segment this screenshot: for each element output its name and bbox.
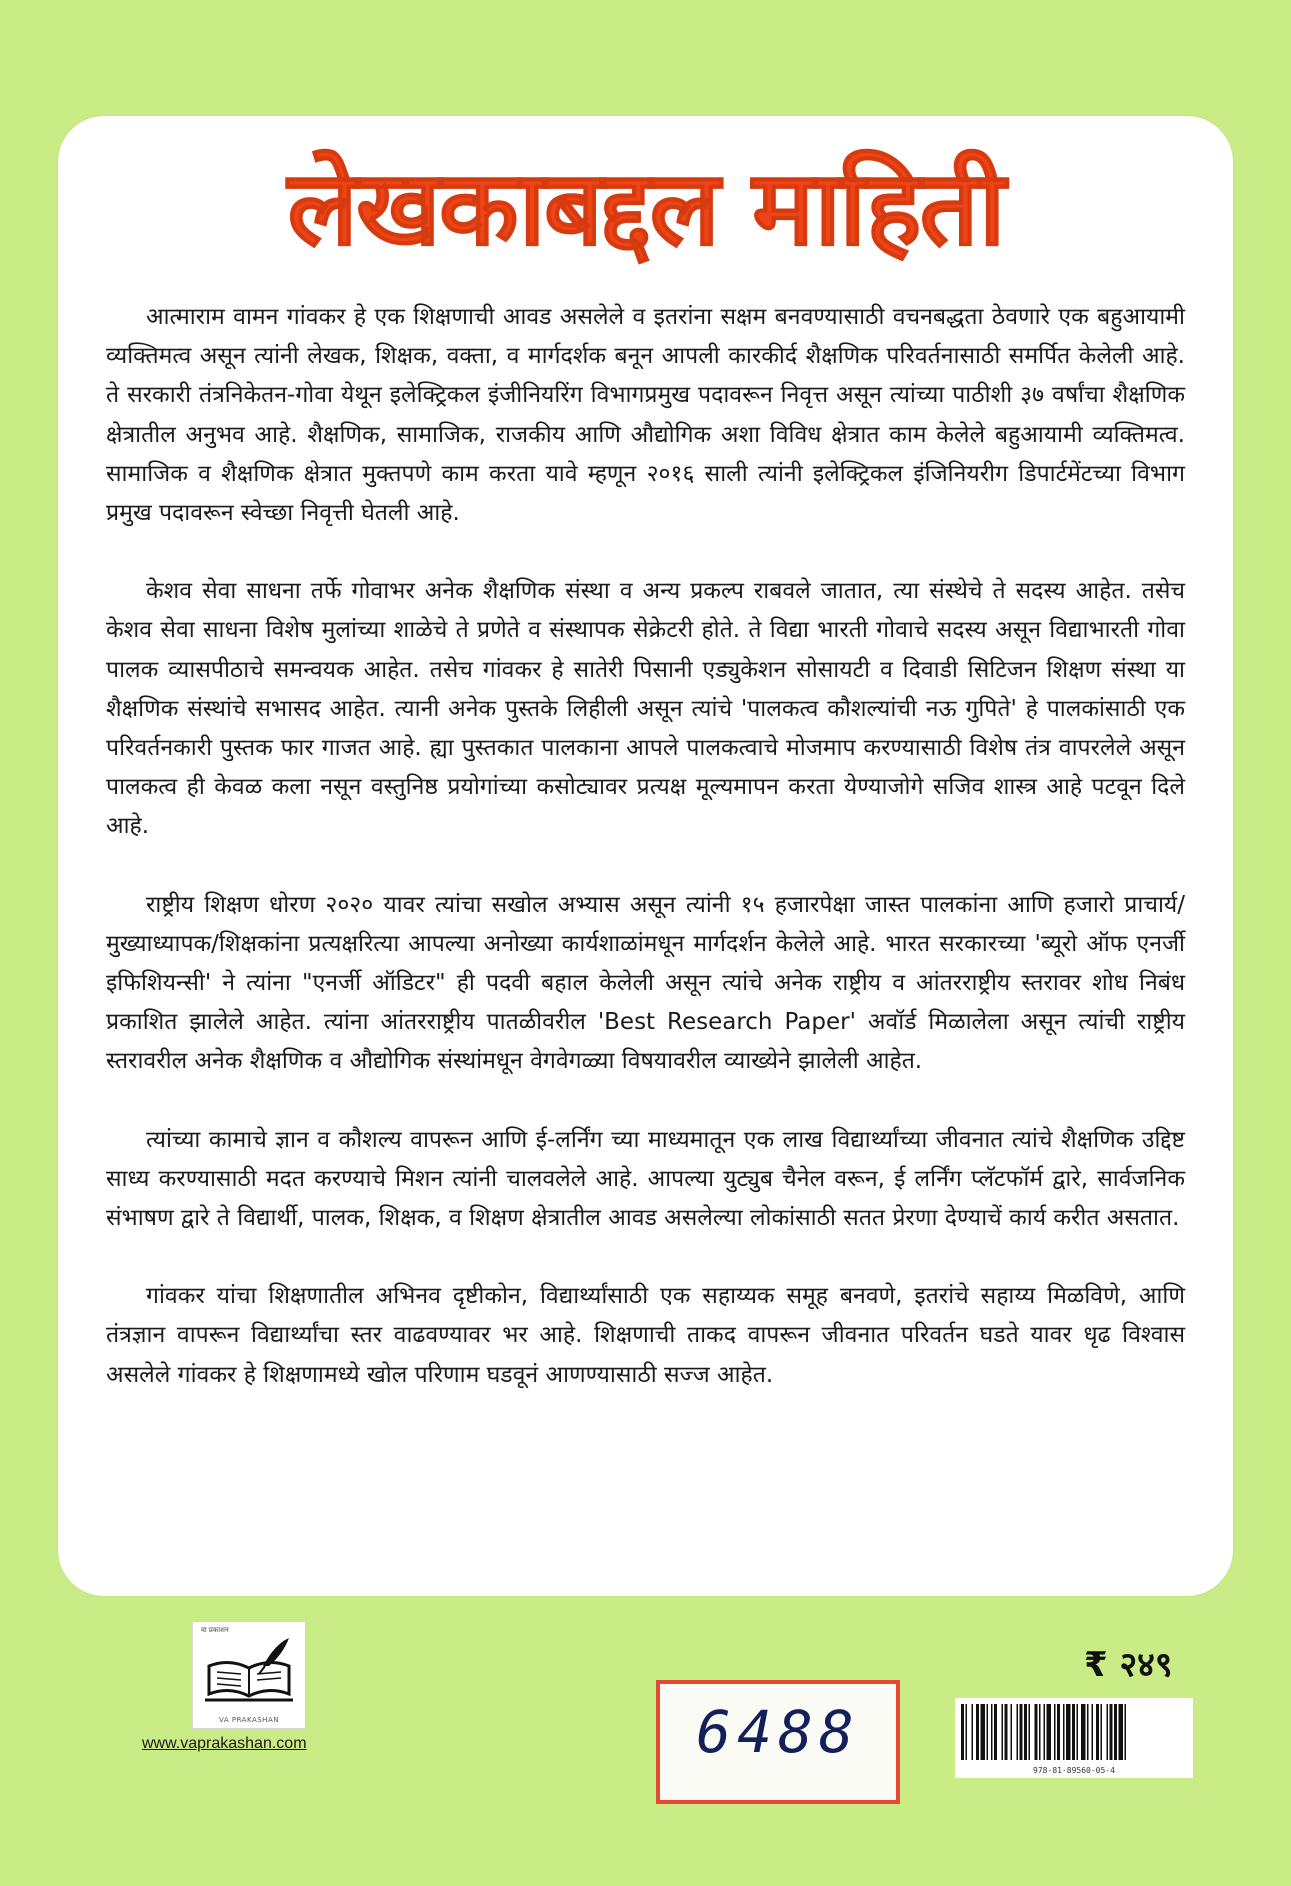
bio-paragraph: केशव सेवा साधना तर्फे गोवाभर अनेक शैक्षणिक संस्था व अन्य प्रकल्प राबवले जातात, त्या संस्थेचे ते सदस्य आहेत. तसेच केशव सेवा साधना विशेष मुलांच्या शाळेचे ते प्रणेते व संस्थापक सेक्रेटरी होते. ते विद्या भारती गोवाचे सदस्य असून विद्याभारती गोवा पालक व्यासपीठाचे समन्वयक आहेत. तसेच गांवकर हे सातेरी पिसानी एड्युकेशन सोसायटी व दिवाडी सिटिजन शिक्षण संस्था या शैक्षणिक संस्थांचे सभासद आहेत. त्यानी अनेक पुस्तके लिहीली असून त्यांचे 'पालकत्व कौशल्यांची नऊ गुपिते' हे पालकांसाठी एक परिवर्तनकारी पुस्तक फार गाजत आहे. ह्या पुस्तकात पालकाना आपले पालकत्वाचे मोजमाप करण्यासाठी विशेष तंत्र वापरलेले असून पालकत्व ही केवळ कला नसून वस्तुनिष्ठ प्रयोगांच्या कसोट्यावर प्रत्यक्ष मूल्यमापन करता येण्याजोगे सजिव शास्त्र आहे पटवून दिले आहे. bbox=[106, 578, 1185, 840]
book-quill-icon bbox=[203, 1636, 295, 1706]
barcode-bar bbox=[1107, 1704, 1109, 1760]
barcode-bar bbox=[1044, 1704, 1046, 1760]
price-label: ₹ २४९ bbox=[1084, 1645, 1173, 1685]
barcode-bar bbox=[1011, 1704, 1013, 1760]
logo-top-text: वा प्रकाशन bbox=[201, 1626, 229, 1634]
barcode-bar bbox=[994, 1704, 997, 1760]
barcode-icon bbox=[961, 1704, 1187, 1760]
page-title: लेखकाबद्दल माहिती bbox=[287, 147, 1004, 269]
barcode-bar bbox=[1047, 1704, 1052, 1760]
barcode-bar bbox=[1029, 1704, 1031, 1760]
stamp-number: 6488 bbox=[696, 1698, 860, 1766]
barcode-bar bbox=[987, 1704, 989, 1760]
barcode-bar bbox=[1063, 1704, 1065, 1760]
bio-paragraph: आत्माराम वामन गांवकर हे एक शिक्षणाची आवड असलेले व इतरांना सक्षम बनवण्यासाठी वचनबद्धता ठेवणारे एक बहुआयामी व्यक्तिमत्व असून त्यांनी लेखक, शिक्षक, वक्ता, व मार्गदर्शक बनून आपली कारकीर्द शैक्षणिक परिवर्तनासाठी समर्पित केलेली आहे. ते सरकारी तंत्रनिकेतन-गोवा येथून इलेक्ट्रिकल इंजीनियरिंग विभागप्रमुख पदावरून निवृत्त असून त्यांच्या पाठीशी ३७ वर्षांचा शैक्षणिक क्षेत्रातील अनुभव आहे. शैक्षणिक, सामाजिक, राजकीय आणि औद्योगिक अशा विविध क्षेत्रात काम केलेले बहुआयामी व्यक्तिमत्व. सामाजिक व शैक्षणिक क्षेत्रात मुक्तपणे काम करता यावे म्हणून २०१६ साली त्यांनी इलेक्ट्रिकल इंजिनियरीग डिपार्टमेंटच्या विभाग प्रमुख पदावरून स्वेच्छा निवृत्ती घेतली आहे. bbox=[106, 304, 1185, 527]
barcode-bar bbox=[1017, 1704, 1019, 1760]
bio-paragraph: राष्ट्रीय शिक्षण धोरण २०२० यावर त्यांचा सखोल अभ्यास असून त्यांनी १५ हजारपेक्षा जास्त पालकांना आणि हजारो प्राचार्य/मुख्याध्यापक/शिक्षकांना प्रत्यक्षरित्या आपल्या अनोख्या कार्यशाळांमधून मार्गदर्शन केलेले आहे. भारत सरकारच्या 'ब्यूरो ऑफ एनर्जी इफिशियन्सी' ने त्यांना "एनर्जी ऑडिटर" ही पदवी बहाल केलेली असून त्यांचे अनेक राष्ट्रीय व आंतरराष्ट्रीय स्तरावर शोध निबंध प्रकाशित झालेले आहेत. त्यांना आंतरराष्ट्रीय पातळीवरील 'Best Research Paper' अवॉर्ड मिळालेला असून त्यांची राष्ट्रीय स्तरावरील अनेक शैक्षणिक व औद्योगिक संस्थांमधून वेगवेगळ्या विषयावरील व्याख्येने झालेली आहेत. bbox=[106, 891, 1185, 1075]
barcode-bar bbox=[1054, 1704, 1056, 1760]
barcode-bar bbox=[1039, 1704, 1041, 1760]
bio-paragraph: त्यांच्या कामाचे ज्ञान व कौशल्य वापरून आणि ई-लर्निंग च्या माध्यमातून एक लाख विद्यार्थ्यांच्या जीवनात त्यांचे शैक्षणिक उद्दिष्ट साध्य करण्यासाठी मदत करण्याचे मिशन त्यांनी चालवलेले आहे. आपल्या युट्युब चैनेल वरून, ई लर्निंग प्लॅटफॉर्म द्वारे, सार्वजनिक संभाषण द्वारे ते विद्यार्थी, पालक, शिक्षक, व शिक्षण क्षेत्रातील आवड असलेल्या लोकांसाठी सतत प्रेरणा देण्याचें कार्य करीत असतात. bbox=[106, 1126, 1185, 1232]
publisher-website[interactable]: www.vaprakashan.com bbox=[142, 1735, 307, 1752]
bio-paragraph: गांवकर यांचा शिक्षणातील अभिनव दृष्टीकोन, विद्यार्थ्यांसाठी एक सहाय्यक समूह बनवणे, इतरांचे सहाय्य मिळविणे, आणि तंत्रज्ञान वापरून विद्यार्थ्यांचा स्तर वाढवण्यावर भर आहे. शिक्षणाची ताकद वापरून जीवनात परिवर्तन घडते यावर धृढ विश्वास असलेले गांवकर हे शिक्षणामध्ये खोल परिणाम घडवूनं आणण्यासाठी सज्ज आहेत. bbox=[106, 1283, 1185, 1388]
barcode-bar bbox=[981, 1704, 986, 1760]
barcode-bar bbox=[1119, 1704, 1124, 1760]
barcode-bar bbox=[1066, 1704, 1071, 1760]
author-bio bbox=[106, 298, 1185, 1395]
logo-name: VA PRAKASHAN bbox=[219, 1716, 279, 1724]
isbn-barcode bbox=[955, 1698, 1193, 1778]
barcode-bar bbox=[1110, 1704, 1113, 1760]
content-panel bbox=[58, 116, 1233, 1596]
barcode-bar bbox=[1101, 1704, 1103, 1760]
barcode-bar bbox=[961, 1704, 964, 1760]
barcode-bar bbox=[1114, 1704, 1117, 1760]
barcode-bar bbox=[1002, 1704, 1004, 1760]
barcode-bar bbox=[1087, 1704, 1089, 1760]
barcode-bar bbox=[1072, 1704, 1075, 1760]
publisher-logo bbox=[192, 1621, 306, 1729]
barcode-bar bbox=[1081, 1704, 1086, 1760]
barcode-bar bbox=[1125, 1704, 1127, 1760]
barcode-bar bbox=[1024, 1704, 1027, 1760]
barcode-bar bbox=[1077, 1704, 1079, 1760]
library-stamp bbox=[656, 1680, 900, 1804]
barcode-bar bbox=[1096, 1704, 1099, 1760]
barcode-bar bbox=[1020, 1704, 1023, 1760]
barcode-bar bbox=[1035, 1704, 1038, 1760]
barcode-bar bbox=[1092, 1704, 1094, 1760]
barcode-bar bbox=[966, 1704, 968, 1760]
barcode-bar bbox=[1057, 1704, 1060, 1760]
barcode-bar bbox=[1005, 1704, 1008, 1760]
barcode-bar bbox=[976, 1704, 979, 1760]
barcode-bar bbox=[991, 1704, 993, 1760]
barcode-bar bbox=[972, 1704, 974, 1760]
isbn-number: 978-81-89560-05-4 bbox=[1033, 1766, 1115, 1775]
